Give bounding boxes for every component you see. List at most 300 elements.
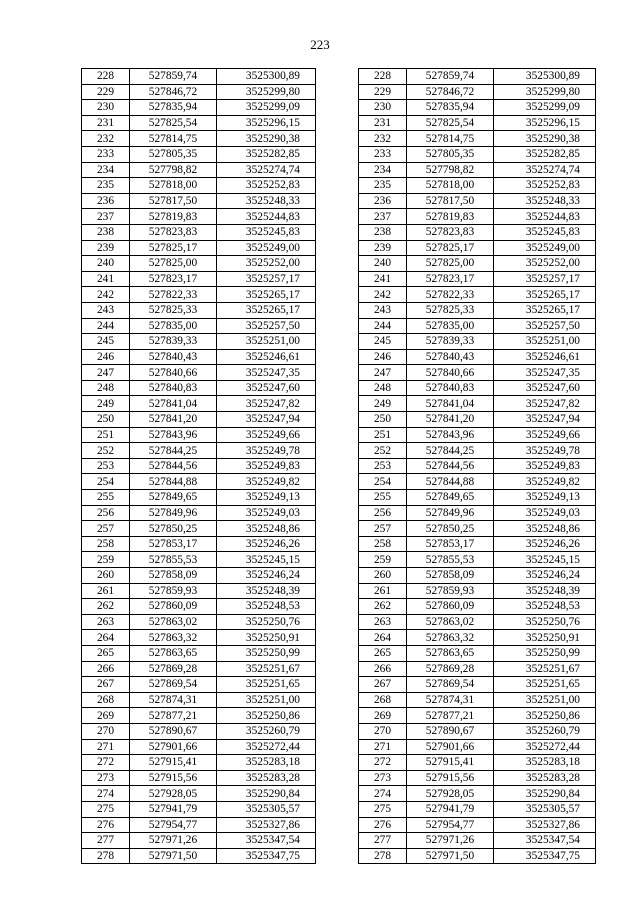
right-point-number: 270 [359, 723, 407, 739]
table-row [82, 817, 596, 833]
table-row [82, 645, 596, 661]
left-y-coordinate: 3525247,82 [217, 396, 316, 412]
right-point-number: 249 [359, 396, 407, 412]
left-y-coordinate: 3525299,80 [217, 84, 316, 100]
right-point-number: 252 [359, 443, 407, 459]
right-point-number: 241 [359, 271, 407, 287]
right-y-coordinate: 3525248,33 [494, 193, 596, 209]
right-y-coordinate: 3525347,54 [494, 833, 596, 849]
left-point-number: 244 [82, 318, 130, 334]
column-gap [316, 380, 359, 396]
table-row [82, 770, 596, 786]
left-x-coordinate: 527823,83 [130, 224, 217, 240]
left-point-number: 276 [82, 817, 130, 833]
left-y-coordinate: 3525250,99 [217, 645, 316, 661]
left-point-number: 232 [82, 131, 130, 147]
left-x-coordinate: 527853,17 [130, 536, 217, 552]
right-x-coordinate: 527954,77 [407, 817, 494, 833]
column-gap [316, 521, 359, 537]
table-row [82, 723, 596, 739]
right-y-coordinate: 3525257,50 [494, 318, 596, 334]
table-row [82, 490, 596, 506]
table-row [82, 661, 596, 677]
right-y-coordinate: 3525247,94 [494, 412, 596, 428]
left-point-number: 237 [82, 209, 130, 225]
left-x-coordinate: 527844,25 [130, 443, 217, 459]
right-y-coordinate: 3525247,60 [494, 380, 596, 396]
left-x-coordinate: 527814,75 [130, 131, 217, 147]
left-x-coordinate: 527928,05 [130, 786, 217, 802]
table-row [82, 692, 596, 708]
left-x-coordinate: 527915,56 [130, 770, 217, 786]
left-x-coordinate: 527877,21 [130, 708, 217, 724]
left-y-coordinate: 3525248,39 [217, 583, 316, 599]
right-x-coordinate: 527814,75 [407, 131, 494, 147]
page-number: 223 [310, 37, 330, 52]
right-point-number: 243 [359, 302, 407, 318]
table-row [82, 209, 596, 225]
left-x-coordinate: 527825,33 [130, 302, 217, 318]
right-y-coordinate: 3525249,82 [494, 474, 596, 490]
left-x-coordinate: 527971,26 [130, 833, 217, 849]
right-y-coordinate: 3525250,86 [494, 708, 596, 724]
left-y-coordinate: 3525282,85 [217, 146, 316, 162]
column-gap [316, 614, 359, 630]
left-x-coordinate: 527859,93 [130, 583, 217, 599]
right-point-number: 272 [359, 755, 407, 771]
table-row [82, 443, 596, 459]
column-gap [316, 256, 359, 272]
left-y-coordinate: 3525249,00 [217, 240, 316, 256]
column-gap [316, 833, 359, 849]
table-row [82, 146, 596, 162]
right-x-coordinate: 527844,25 [407, 443, 494, 459]
right-y-coordinate: 3525283,28 [494, 770, 596, 786]
right-y-coordinate: 3525245,15 [494, 552, 596, 568]
left-x-coordinate: 527841,04 [130, 396, 217, 412]
right-y-coordinate: 3525249,00 [494, 240, 596, 256]
right-y-coordinate: 3525251,00 [494, 692, 596, 708]
column-gap [316, 661, 359, 677]
right-y-coordinate: 3525249,78 [494, 443, 596, 459]
right-point-number: 231 [359, 115, 407, 131]
left-x-coordinate: 527941,79 [130, 801, 217, 817]
left-y-coordinate: 3525248,86 [217, 521, 316, 537]
right-point-number: 269 [359, 708, 407, 724]
right-y-coordinate: 3525274,74 [494, 162, 596, 178]
left-x-coordinate: 527823,17 [130, 271, 217, 287]
right-point-number: 263 [359, 614, 407, 630]
right-y-coordinate: 3525250,99 [494, 645, 596, 661]
column-gap [316, 209, 359, 225]
left-y-coordinate: 3525347,54 [217, 833, 316, 849]
right-point-number: 261 [359, 583, 407, 599]
left-y-coordinate: 3525250,86 [217, 708, 316, 724]
left-x-coordinate: 527825,17 [130, 240, 217, 256]
right-x-coordinate: 527915,56 [407, 770, 494, 786]
left-y-coordinate: 3525283,18 [217, 755, 316, 771]
right-point-number: 262 [359, 599, 407, 615]
table-row [82, 412, 596, 428]
left-point-number: 277 [82, 833, 130, 849]
left-point-number: 259 [82, 552, 130, 568]
right-x-coordinate: 527805,35 [407, 146, 494, 162]
left-y-coordinate: 3525290,38 [217, 131, 316, 147]
right-x-coordinate: 527890,67 [407, 723, 494, 739]
left-y-coordinate: 3525290,84 [217, 786, 316, 802]
left-x-coordinate: 527859,74 [130, 69, 217, 85]
left-y-coordinate: 3525300,89 [217, 69, 316, 85]
left-y-coordinate: 3525272,44 [217, 739, 316, 755]
left-x-coordinate: 527858,09 [130, 568, 217, 584]
right-y-coordinate: 3525246,24 [494, 568, 596, 584]
table-row [82, 224, 596, 240]
left-y-coordinate: 3525250,91 [217, 630, 316, 646]
table-row [82, 193, 596, 209]
right-x-coordinate: 527798,82 [407, 162, 494, 178]
column-gap [316, 287, 359, 303]
right-y-coordinate: 3525245,83 [494, 224, 596, 240]
right-y-coordinate: 3525296,15 [494, 115, 596, 131]
left-point-number: 241 [82, 271, 130, 287]
right-x-coordinate: 527822,33 [407, 287, 494, 303]
left-point-number: 271 [82, 739, 130, 755]
right-point-number: 240 [359, 256, 407, 272]
right-y-coordinate: 3525246,61 [494, 349, 596, 365]
left-point-number: 240 [82, 256, 130, 272]
right-y-coordinate: 3525248,53 [494, 599, 596, 615]
left-point-number: 255 [82, 490, 130, 506]
right-point-number: 278 [359, 848, 407, 864]
right-y-coordinate: 3525260,79 [494, 723, 596, 739]
left-y-coordinate: 3525244,83 [217, 209, 316, 225]
left-x-coordinate: 527869,54 [130, 677, 217, 693]
left-x-coordinate: 527971,50 [130, 848, 217, 864]
left-point-number: 254 [82, 474, 130, 490]
right-y-coordinate: 3525251,00 [494, 334, 596, 350]
right-x-coordinate: 527839,33 [407, 334, 494, 350]
right-y-coordinate: 3525252,83 [494, 178, 596, 194]
column-gap [316, 474, 359, 490]
left-y-coordinate: 3525251,67 [217, 661, 316, 677]
table-row [82, 786, 596, 802]
table-row [82, 458, 596, 474]
left-y-coordinate: 3525260,79 [217, 723, 316, 739]
table-row [82, 115, 596, 131]
right-y-coordinate: 3525257,17 [494, 271, 596, 287]
right-x-coordinate: 527825,17 [407, 240, 494, 256]
column-gap [316, 193, 359, 209]
right-point-number: 234 [359, 162, 407, 178]
left-y-coordinate: 3525247,94 [217, 412, 316, 428]
column-gap [316, 692, 359, 708]
left-y-coordinate: 3525249,03 [217, 505, 316, 521]
left-point-number: 228 [82, 69, 130, 85]
right-point-number: 238 [359, 224, 407, 240]
left-y-coordinate: 3525249,82 [217, 474, 316, 490]
right-x-coordinate: 527928,05 [407, 786, 494, 802]
column-gap [316, 552, 359, 568]
table-row [82, 427, 596, 443]
table-row [82, 568, 596, 584]
left-point-number: 264 [82, 630, 130, 646]
right-y-coordinate: 3525246,26 [494, 536, 596, 552]
left-y-coordinate: 3525251,65 [217, 677, 316, 693]
left-point-number: 243 [82, 302, 130, 318]
left-x-coordinate: 527849,96 [130, 505, 217, 521]
right-y-coordinate: 3525249,03 [494, 505, 596, 521]
left-y-coordinate: 3525245,15 [217, 552, 316, 568]
left-y-coordinate: 3525249,83 [217, 458, 316, 474]
table-row [82, 474, 596, 490]
column-gap [316, 536, 359, 552]
right-x-coordinate: 527840,43 [407, 349, 494, 365]
table-row [82, 334, 596, 350]
column-gap [316, 599, 359, 615]
table-row [82, 349, 596, 365]
left-x-coordinate: 527855,53 [130, 552, 217, 568]
right-x-coordinate: 527849,65 [407, 490, 494, 506]
table-row [82, 271, 596, 287]
right-y-coordinate: 3525290,84 [494, 786, 596, 802]
right-y-coordinate: 3525300,89 [494, 69, 596, 85]
left-point-number: 256 [82, 505, 130, 521]
left-point-number: 262 [82, 599, 130, 615]
right-point-number: 258 [359, 536, 407, 552]
right-y-coordinate: 3525249,66 [494, 427, 596, 443]
table-row [82, 505, 596, 521]
right-point-number: 267 [359, 677, 407, 693]
right-point-number: 255 [359, 490, 407, 506]
right-point-number: 230 [359, 100, 407, 116]
left-y-coordinate: 3525251,00 [217, 692, 316, 708]
table-row [82, 256, 596, 272]
left-point-number: 250 [82, 412, 130, 428]
column-gap [316, 490, 359, 506]
right-x-coordinate: 527971,26 [407, 833, 494, 849]
left-x-coordinate: 527901,66 [130, 739, 217, 755]
left-y-coordinate: 3525248,33 [217, 193, 316, 209]
left-y-coordinate: 3525265,17 [217, 302, 316, 318]
right-x-coordinate: 527840,83 [407, 380, 494, 396]
left-x-coordinate: 527849,65 [130, 490, 217, 506]
right-y-coordinate: 3525247,35 [494, 365, 596, 381]
column-gap [316, 817, 359, 833]
column-gap [316, 131, 359, 147]
left-point-number: 238 [82, 224, 130, 240]
right-x-coordinate: 527915,41 [407, 755, 494, 771]
column-gap [316, 443, 359, 459]
column-gap [316, 723, 359, 739]
right-point-number: 232 [359, 131, 407, 147]
left-point-number: 258 [82, 536, 130, 552]
column-gap [316, 146, 359, 162]
right-x-coordinate: 527858,09 [407, 568, 494, 584]
left-x-coordinate: 527863,32 [130, 630, 217, 646]
column-gap [316, 115, 359, 131]
left-point-number: 231 [82, 115, 130, 131]
right-y-coordinate: 3525249,83 [494, 458, 596, 474]
column-gap [316, 100, 359, 116]
right-point-number: 274 [359, 786, 407, 802]
right-y-coordinate: 3525265,17 [494, 287, 596, 303]
right-x-coordinate: 527849,96 [407, 505, 494, 521]
right-y-coordinate: 3525290,38 [494, 131, 596, 147]
left-y-coordinate: 3525246,61 [217, 349, 316, 365]
right-y-coordinate: 3525248,86 [494, 521, 596, 537]
left-x-coordinate: 527850,25 [130, 521, 217, 537]
right-point-number: 276 [359, 817, 407, 833]
left-y-coordinate: 3525283,28 [217, 770, 316, 786]
table-row [82, 365, 596, 381]
left-y-coordinate: 3525252,83 [217, 178, 316, 194]
right-x-coordinate: 527840,66 [407, 365, 494, 381]
left-point-number: 234 [82, 162, 130, 178]
right-point-number: 236 [359, 193, 407, 209]
right-y-coordinate: 3525248,39 [494, 583, 596, 599]
right-y-coordinate: 3525252,00 [494, 256, 596, 272]
left-x-coordinate: 527915,41 [130, 755, 217, 771]
left-x-coordinate: 527844,56 [130, 458, 217, 474]
left-point-number: 230 [82, 100, 130, 116]
right-x-coordinate: 527844,56 [407, 458, 494, 474]
right-x-coordinate: 527841,20 [407, 412, 494, 428]
right-x-coordinate: 527874,31 [407, 692, 494, 708]
right-point-number: 251 [359, 427, 407, 443]
column-gap [316, 770, 359, 786]
table-row [82, 536, 596, 552]
column-gap [316, 645, 359, 661]
left-y-coordinate: 3525248,53 [217, 599, 316, 615]
right-point-number: 242 [359, 287, 407, 303]
left-point-number: 269 [82, 708, 130, 724]
table-row [82, 614, 596, 630]
table-row [82, 318, 596, 334]
left-x-coordinate: 527954,77 [130, 817, 217, 833]
right-point-number: 268 [359, 692, 407, 708]
left-x-coordinate: 527822,33 [130, 287, 217, 303]
left-y-coordinate: 3525274,74 [217, 162, 316, 178]
column-gap [316, 271, 359, 287]
right-y-coordinate: 3525247,82 [494, 396, 596, 412]
right-point-number: 233 [359, 146, 407, 162]
left-x-coordinate: 527874,31 [130, 692, 217, 708]
right-y-coordinate: 3525250,91 [494, 630, 596, 646]
right-x-coordinate: 527818,00 [407, 178, 494, 194]
left-point-number: 260 [82, 568, 130, 584]
right-x-coordinate: 527860,09 [407, 599, 494, 615]
right-x-coordinate: 527843,96 [407, 427, 494, 443]
column-gap [316, 396, 359, 412]
column-gap [316, 224, 359, 240]
left-y-coordinate: 3525257,17 [217, 271, 316, 287]
right-x-coordinate: 527823,17 [407, 271, 494, 287]
left-x-coordinate: 527798,82 [130, 162, 217, 178]
table-row [82, 848, 596, 864]
right-y-coordinate: 3525282,85 [494, 146, 596, 162]
left-point-number: 236 [82, 193, 130, 209]
right-point-number: 229 [359, 84, 407, 100]
table-row [82, 178, 596, 194]
column-gap [316, 349, 359, 365]
left-x-coordinate: 527869,28 [130, 661, 217, 677]
right-y-coordinate: 3525249,13 [494, 490, 596, 506]
left-x-coordinate: 527835,00 [130, 318, 217, 334]
left-x-coordinate: 527840,43 [130, 349, 217, 365]
left-x-coordinate: 527817,50 [130, 193, 217, 209]
right-y-coordinate: 3525283,18 [494, 755, 596, 771]
left-point-number: 263 [82, 614, 130, 630]
left-point-number: 266 [82, 661, 130, 677]
right-point-number: 277 [359, 833, 407, 849]
right-x-coordinate: 527825,00 [407, 256, 494, 272]
left-point-number: 252 [82, 443, 130, 459]
right-point-number: 273 [359, 770, 407, 786]
right-point-number: 245 [359, 334, 407, 350]
right-y-coordinate: 3525244,83 [494, 209, 596, 225]
left-x-coordinate: 527839,33 [130, 334, 217, 350]
table-row [82, 84, 596, 100]
right-point-number: 250 [359, 412, 407, 428]
right-x-coordinate: 527859,93 [407, 583, 494, 599]
table-row [82, 521, 596, 537]
left-y-coordinate: 3525347,75 [217, 848, 316, 864]
left-point-number: 261 [82, 583, 130, 599]
right-x-coordinate: 527817,50 [407, 193, 494, 209]
column-gap [316, 84, 359, 100]
column-gap [316, 178, 359, 194]
left-y-coordinate: 3525246,26 [217, 536, 316, 552]
column-gap [316, 69, 359, 85]
right-x-coordinate: 527825,33 [407, 302, 494, 318]
right-point-number: 228 [359, 69, 407, 85]
right-x-coordinate: 527855,53 [407, 552, 494, 568]
left-x-coordinate: 527840,66 [130, 365, 217, 381]
table-row [82, 69, 596, 85]
right-x-coordinate: 527863,65 [407, 645, 494, 661]
left-point-number: 249 [82, 396, 130, 412]
column-gap [316, 458, 359, 474]
right-y-coordinate: 3525327,86 [494, 817, 596, 833]
left-point-number: 274 [82, 786, 130, 802]
left-point-number: 273 [82, 770, 130, 786]
column-gap [316, 505, 359, 521]
right-x-coordinate: 527841,04 [407, 396, 494, 412]
table-row [82, 708, 596, 724]
table-row [82, 396, 596, 412]
table-row [82, 287, 596, 303]
right-x-coordinate: 527835,00 [407, 318, 494, 334]
table-row [82, 833, 596, 849]
left-point-number: 245 [82, 334, 130, 350]
table-row [82, 240, 596, 256]
coordinates-table-body [82, 69, 596, 864]
left-point-number: 267 [82, 677, 130, 693]
left-y-coordinate: 3525245,83 [217, 224, 316, 240]
right-point-number: 239 [359, 240, 407, 256]
column-gap [316, 302, 359, 318]
left-x-coordinate: 527819,83 [130, 209, 217, 225]
right-x-coordinate: 527877,21 [407, 708, 494, 724]
left-point-number: 235 [82, 178, 130, 194]
left-point-number: 229 [82, 84, 130, 100]
left-y-coordinate: 3525305,57 [217, 801, 316, 817]
left-y-coordinate: 3525252,00 [217, 256, 316, 272]
table-row [82, 380, 596, 396]
table-row [82, 630, 596, 646]
right-point-number: 246 [359, 349, 407, 365]
column-gap [316, 755, 359, 771]
